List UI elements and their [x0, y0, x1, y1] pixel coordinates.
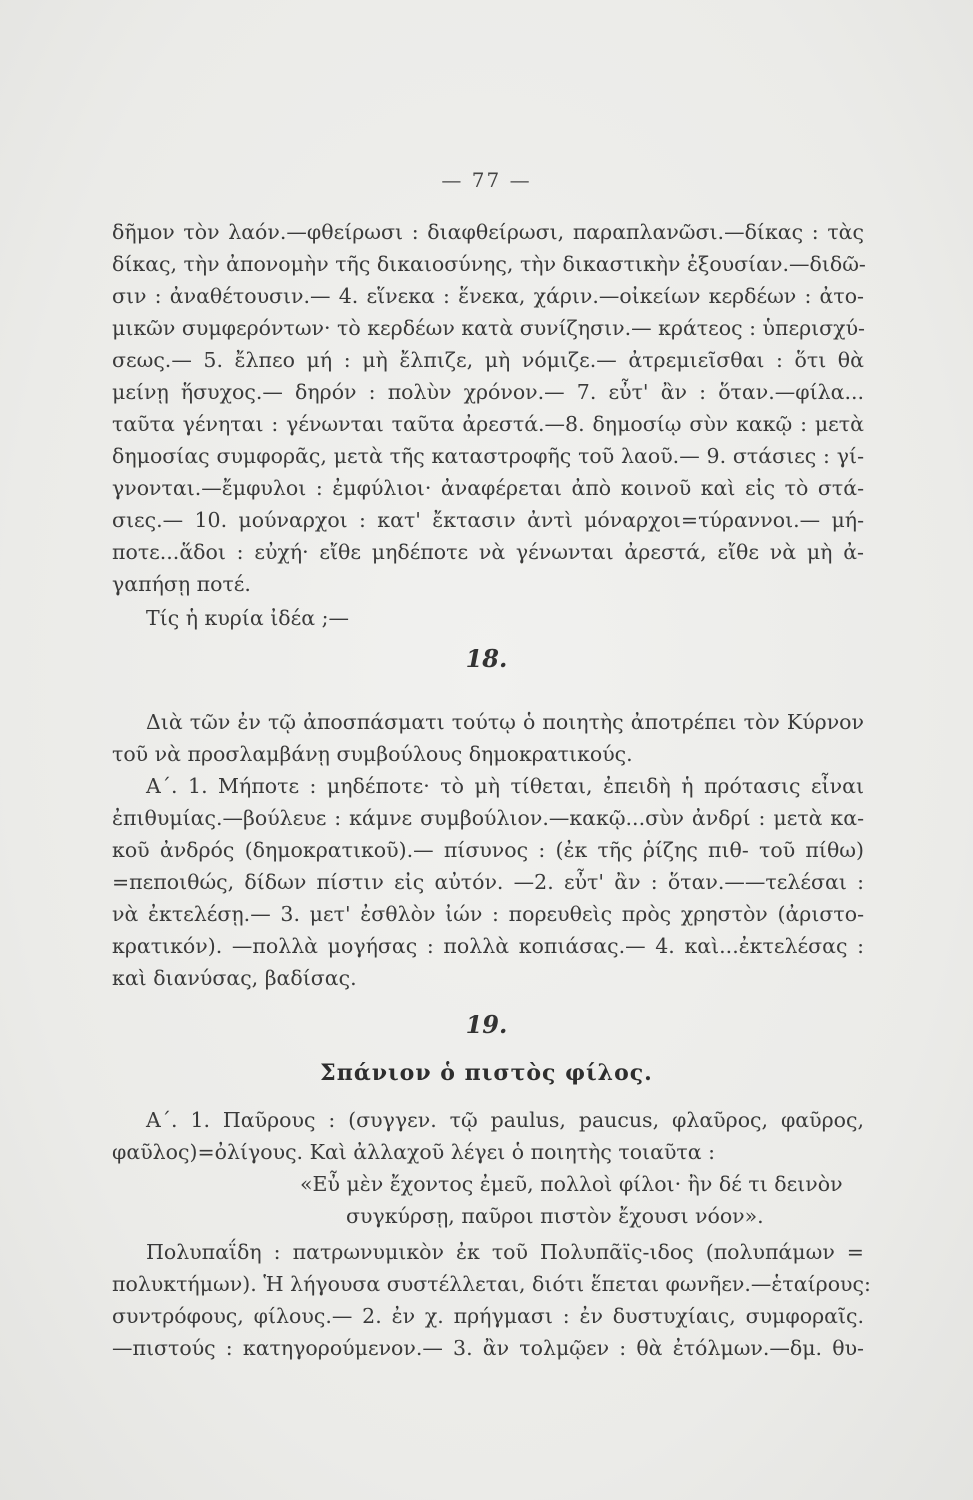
section-number-19: 19. [465, 1010, 508, 1039]
text-line: μείνῃ ἥσυχος.— δηρόν : πολὺν χρόνον.— 7. εὖτ' ἂν : ὅταν.—φίλα... [112, 380, 864, 404]
text-line: συντρόφους, φίλους.— 2. ἐν χ. πρήγμασι : ἐν δυστυχίαις, συμφοραῖς. [112, 1304, 864, 1328]
text-line: Διὰ τῶν ἐν τῷ ἀποσπάσματι τούτῳ ὁ ποιητὴς ἀποτρέπει τὸν Κύρνον [146, 710, 864, 734]
text-line: σεως.— 5. ἔλπεο μή : μὴ ἔλπιζε, μὴ νόμιζε.— ἀτρεμιεῖσθαι : ὅτι θὰ [112, 348, 864, 372]
text-line: κρατικόν). —πολλὰ μογήσας : πολλὰ κοπιάσας.— 4. καὶ...ἐκτελέσας : [112, 934, 864, 958]
text-line: μικῶν συμφερόντων· τὸ κερδέων κατὰ συνίζησιν.— κράτεος : ὑπερισχύ- [112, 316, 865, 340]
text-line: Α΄. 1. Παῦρους : (συγγεν. τῷ paulus, paucus, φλαῦρος, φαῦρος, [146, 1108, 864, 1132]
text-line: τοῦ νὰ προσλαμβάνῃ συμβούλους δημοκρατικούς. [112, 742, 633, 766]
text-line: γνονται.—ἔμφυλοι : ἐμφύλιοι· ἀναφέρεται ἀπὸ κοινοῦ καὶ εἰς τὸ στά- [112, 476, 864, 500]
text-line: Α΄. 1. Μήποτε : μηδέποτε· τὸ μὴ τίθεται, ἐπειδὴ ἡ πρότασις εἶναι [146, 774, 864, 798]
text-line: —πιστούς : κατηγορούμενον.— 3. ἂν τολμῷεν : θὰ ἐτόλμων.—δμ. θυ- [112, 1336, 864, 1360]
section-number-18: 18. [465, 644, 508, 673]
page-number: — 77 — [441, 168, 532, 192]
text-line: ἐπιθυμίας.—βούλευε : κάμνε συμβούλιον.—κακῷ...σὺν ἀνδρί : μετὰ κα- [112, 806, 864, 830]
question-line: Τίς ἡ κυρία ἰδέα ;— [146, 606, 349, 630]
text-line: πολυκτήμων). Ἡ λήγουσα συστέλλεται, διότι ἕπεται φωνῆεν.—ἑταίρους: [112, 1272, 871, 1296]
quote-line: συγκύρσῃ, παῦροι πιστὸν ἔχουσι νόον». [346, 1204, 764, 1228]
text-line: σιες.— 10. μούναρχοι : κατ' ἔκτασιν ἀντὶ μόναρχοι=τύραννοι.— μή- [112, 508, 864, 532]
section-title-19: Σπάνιον ὁ πιστὸς φίλος. [320, 1060, 653, 1086]
text-line: κοῦ ἀνδρός (δημοκρατικοῦ).— πίσυνος : (ἐκ τῆς ῥίζης πιθ- τοῦ πίθω) [112, 838, 864, 862]
text-line: ποτε...ἅδοι : εὐχή· εἴθε μηδέποτε νὰ γένωνται ἀρεστά, εἴθε νὰ μὴ ἀ- [112, 540, 864, 564]
quote-line: «Εὖ μὲν ἔχοντος ἐμεῦ, πολλοὶ φίλοι· ἢν δέ τι δεινὸν [300, 1172, 843, 1196]
text-line: ταῦτα γένηται : γένωνται ταῦτα ἀρεστά.—8. δημοσίῳ σὺν κακῷ : μετὰ [112, 412, 864, 436]
text-line: νὰ ἐκτελέσῃ.— 3. μετ' ἐσθλὸν ἰών : πορευθεὶς πρὸς χρηστὸν (ἀριστο- [112, 902, 864, 926]
text-line: δῆμον τὸν λαόν.—φθείρωσι : διαφθείρωσι, παραπλανῶσι.—δίκας : τὰς [112, 220, 864, 244]
text-line: δημοσίας συμφορᾶς, μετὰ τῆς καταστροφῆς τοῦ λαοῦ.— 9. στάσιες : γί- [112, 444, 864, 468]
text-line: σιν : ἀναθέτουσιν.— 4. εἵνεκα : ἕνεκα, χάριν.—οἰκείων κερδέων : ἀτο- [112, 284, 864, 308]
text-line: γαπήσῃ ποτέ. [112, 572, 251, 596]
text-line: =πεποιθώς, δίδων πίστιν εἰς αὐτόν. —2. εὖτ' ἂν : ὅταν.——τελέσαι : [112, 870, 864, 894]
text-line: καὶ διανύσας, βαδίσας. [112, 966, 357, 990]
text-line: δίκας, τὴν ἀπονομὴν τῆς δικαιοσύνης, τὴν δικαστικὴν ἐξουσίαν.—διδῶ- [112, 252, 866, 276]
text-line: Πολυπαΐδη : πατρωνυμικὸν ἐκ τοῦ Πολυπᾶϊς-ιδος (πολυπάμων = [146, 1240, 864, 1264]
text-line: φαῦλος)=ὀλίγους. Καὶ ἀλλαχοῦ λέγει ὁ ποιητὴς τοιαῦτα : [112, 1140, 716, 1164]
